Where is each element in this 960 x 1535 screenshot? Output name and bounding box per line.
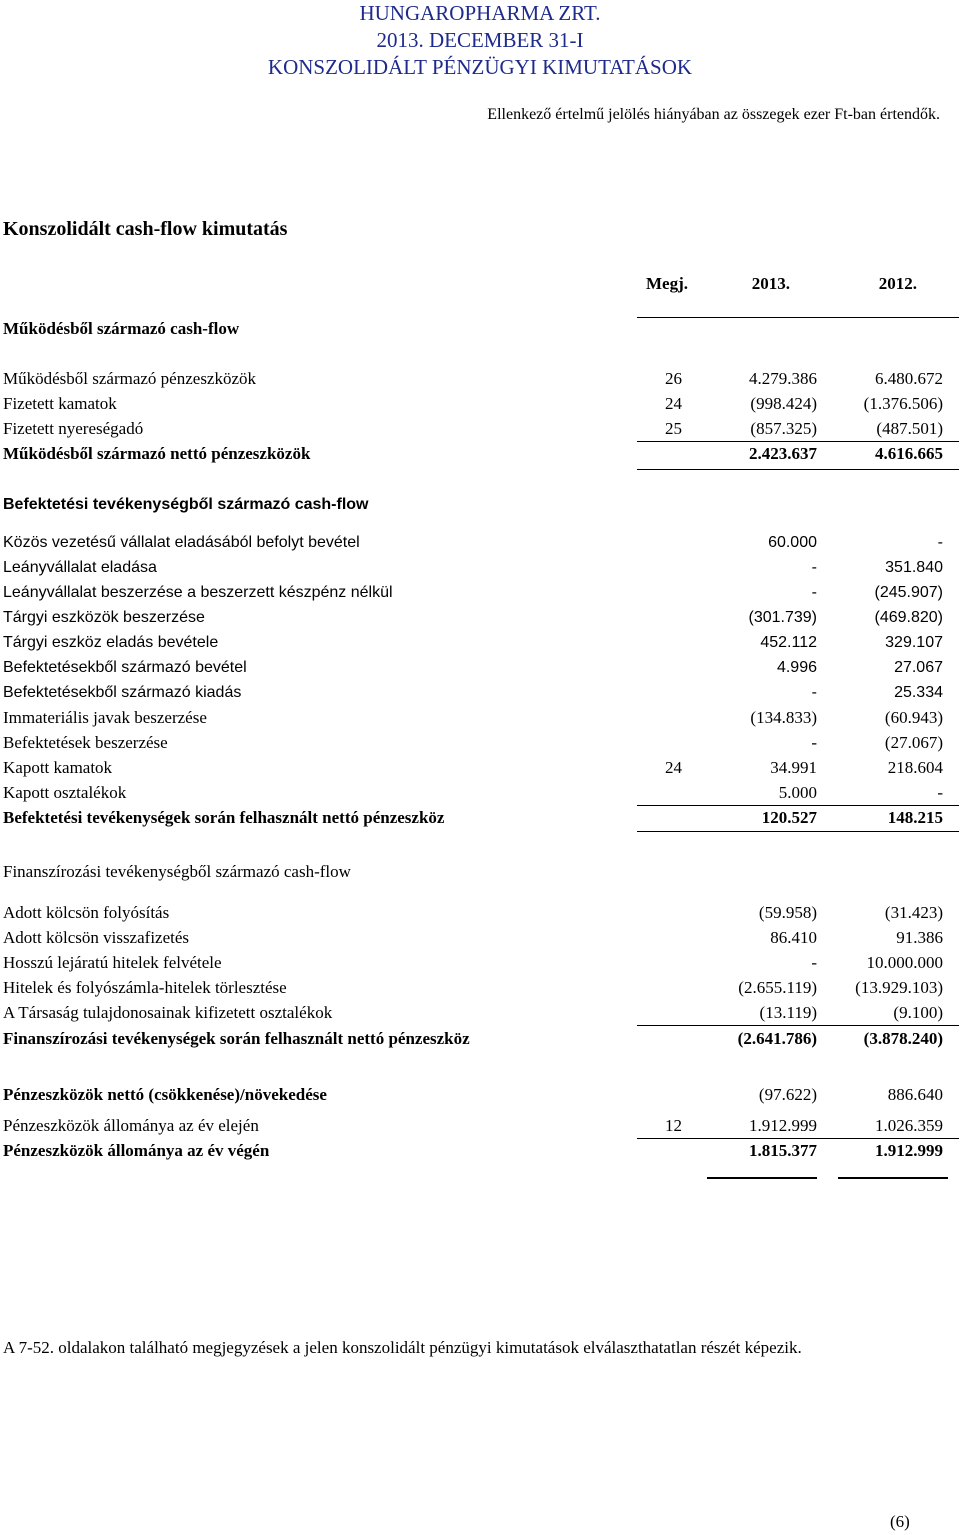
row-value-2013: (59.958) [758, 903, 817, 922]
row-value-2012: 4.616.665 [875, 444, 943, 463]
row-value-2012: 27.067 [894, 659, 943, 676]
closing-balance-row [0, 1140, 960, 1162]
row-note: 24 [665, 394, 682, 413]
row-label: Hosszú lejáratú hitelek felvétele [3, 953, 222, 972]
footer-note: A 7-52. oldalakon található megjegyzések a jelen konszolidált pénzügyi kimutatások elválaszthatatlan részét képezik. [3, 1338, 802, 1357]
row-value-2013: 5.000 [778, 783, 817, 802]
row-value-2013: (97.622) [758, 1085, 817, 1104]
net-change-row [0, 1084, 960, 1106]
table-row [0, 707, 960, 729]
column-header-2013: 2013. [751, 274, 790, 293]
row-label: Tárgyi eszköz eladás bevétele [3, 634, 219, 651]
row-label: Leányvállalat beszerzése a beszerzett készpénz nélkül [3, 584, 393, 601]
total-row-financing [0, 1028, 960, 1050]
row-value-2012: 886.640 [887, 1085, 943, 1104]
row-value-2013: - [811, 559, 817, 576]
row-label: Befektetésekből származó kiadás [3, 684, 242, 701]
table-row [0, 557, 960, 579]
row-value-2012: (31.423) [884, 903, 943, 922]
row-label: Adott kölcsön visszafizetés [3, 928, 190, 947]
row-value-2013: (998.424) [750, 394, 817, 413]
row-note: 26 [665, 369, 682, 388]
row-value-2012: - [937, 534, 943, 551]
row-label: Befektetések beszerzése [3, 733, 168, 752]
table-row [0, 393, 960, 415]
row-value-2013: 34.991 [770, 758, 817, 777]
row-value-2013: 4.279.386 [749, 369, 817, 388]
row-label: A Társaság tulajdonosainak kifizetett osztalékok [3, 1003, 333, 1022]
total-rule [637, 831, 959, 832]
row-value-2013: 4.996 [776, 659, 817, 676]
row-label: Pénzeszközök állománya az év elején [3, 1116, 259, 1135]
subtotal-rule [637, 805, 959, 806]
row-value-2012: 1.026.359 [875, 1116, 943, 1135]
row-note: 25 [665, 419, 682, 438]
row-value-2013: 86.410 [770, 928, 817, 947]
row-label: Tárgyi eszközök beszerzése [3, 609, 205, 626]
row-note: 24 [665, 758, 682, 777]
row-value-2013: 120.527 [761, 808, 817, 827]
section-heading-operating: Működésből származó cash-flow [3, 319, 240, 338]
row-value-2012: - [937, 783, 943, 802]
row-label: Pénzeszközök nettó (csökkenése)/növekedése [3, 1085, 327, 1104]
row-label: Leányvállalat eladása [3, 559, 157, 576]
report-date: 2013. DECEMBER 31-I [376, 28, 584, 52]
row-label: Működésből származó pénzeszközök [3, 369, 257, 388]
table-row [0, 582, 960, 604]
row-value-2013: (134.833) [750, 708, 817, 727]
row-value-2013: - [811, 953, 817, 972]
row-label: Fizetett nyereségadó [3, 419, 144, 438]
table-row [0, 368, 960, 390]
row-value-2012: (1.376.506) [863, 394, 943, 413]
row-label: Pénzeszközök állománya az év végén [3, 1141, 270, 1160]
row-label: Befektetési tevékenységek során felhasznált nettó pénzeszköz [3, 808, 445, 827]
row-label: Fizetett kamatok [3, 394, 117, 413]
row-value-2012: (469.820) [874, 609, 943, 626]
row-note: 12 [665, 1116, 682, 1135]
row-value-2013: - [811, 684, 817, 701]
statement-title: Konszolidált cash-flow kimutatás [3, 218, 288, 240]
report-title: KONSZOLIDÁLT PÉNZÜGYI KIMUTATÁSOK [267, 55, 693, 79]
row-value-2012: (27.067) [884, 733, 943, 752]
row-value-2012: (60.943) [884, 708, 943, 727]
total-row-investing [0, 807, 960, 829]
currency-note: Ellenkező értelmű jelölés hiányában az összegek ezer Ft-ban értendők. [487, 106, 940, 123]
table-row [0, 1002, 960, 1024]
row-value-2012: (3.878.240) [863, 1029, 943, 1048]
table-row [0, 757, 960, 779]
section-heading-financing [3, 862, 351, 882]
row-value-2012: 91.386 [896, 928, 943, 947]
table-row [0, 532, 960, 554]
row-value-2012: 329.107 [885, 634, 943, 651]
row-value-2012: 218.604 [887, 758, 943, 777]
subtotal-rule [637, 441, 959, 442]
row-value-2013: - [811, 733, 817, 752]
row-value-2012: (9.100) [893, 1003, 943, 1022]
opening-balance-row [0, 1115, 960, 1137]
row-value-2012: 25.334 [894, 684, 943, 701]
row-value-2012: 6.480.672 [875, 369, 943, 388]
company-name: HUNGAROPHARMA ZRT. [359, 1, 601, 25]
section-heading-investing: Befektetési tevékenységből származó cash-flow [3, 496, 369, 513]
row-label: Működésből származó nettó pénzeszközök [3, 444, 311, 463]
row-label: Befektetésekből származó bevétel [3, 659, 247, 676]
row-label: Kapott kamatok [3, 758, 113, 777]
row-value-2013: 1.912.999 [749, 1116, 817, 1135]
row-value-2012: 351.840 [885, 559, 943, 576]
row-label: Hitelek és folyószámla-hitelek törlesztése [3, 978, 287, 997]
subtotal-rule [637, 1138, 959, 1139]
double-rule-2012 [838, 1177, 948, 1179]
row-label: Adott kölcsön folyósítás [3, 903, 170, 922]
total-row-operating [0, 443, 960, 465]
row-value-2013: 60.000 [768, 534, 817, 551]
table-row [0, 607, 960, 629]
row-value-2012: 1.912.999 [875, 1141, 943, 1160]
row-value-2012: (245.907) [874, 584, 943, 601]
table-row [0, 782, 960, 804]
row-value-2013: (2.655.119) [738, 978, 817, 997]
total-rule [637, 469, 959, 470]
table-row [0, 632, 960, 654]
row-value-2012: 10.000.000 [866, 953, 943, 972]
row-value-2012: 148.215 [887, 808, 943, 827]
row-value-2013: (2.641.786) [737, 1029, 817, 1048]
table-row [0, 977, 960, 999]
table-row [0, 902, 960, 924]
column-header-note: Megj. [645, 274, 688, 293]
row-label: Immateriális javak beszerzése [3, 708, 207, 727]
table-row [0, 952, 960, 974]
row-value-2013: (301.739) [748, 609, 817, 626]
row-value-2012: (487.501) [876, 419, 943, 438]
page-number: (6) [890, 1512, 910, 1531]
table-row [0, 418, 960, 440]
row-value-2013: (857.325) [750, 419, 817, 438]
row-label: Finanszírozási tevékenységek során felhasznált nettó pénzeszköz [3, 1029, 470, 1048]
subtotal-rule [637, 1025, 959, 1026]
double-rule-2013 [707, 1177, 817, 1179]
row-label: Kapott osztalékok [3, 783, 127, 802]
table-row [0, 682, 960, 704]
header-rule [637, 317, 959, 318]
table-row [0, 657, 960, 679]
table-row [0, 732, 960, 754]
column-header-2012: 2012. [878, 274, 917, 293]
section-heading-financing-text: Finanszírozási tevékenységből származó cash-flow [3, 862, 351, 881]
row-value-2013: (13.119) [759, 1003, 817, 1022]
row-value-2013: - [811, 584, 817, 601]
row-value-2013: 452.112 [760, 634, 817, 651]
table-row [0, 927, 960, 949]
row-value-2013: 1.815.377 [749, 1141, 817, 1160]
row-label: Közös vezetésű vállalat eladásából befolyt bevétel [3, 534, 360, 551]
row-value-2013: 2.423.637 [749, 444, 817, 463]
row-value-2012: (13.929.103) [855, 978, 943, 997]
